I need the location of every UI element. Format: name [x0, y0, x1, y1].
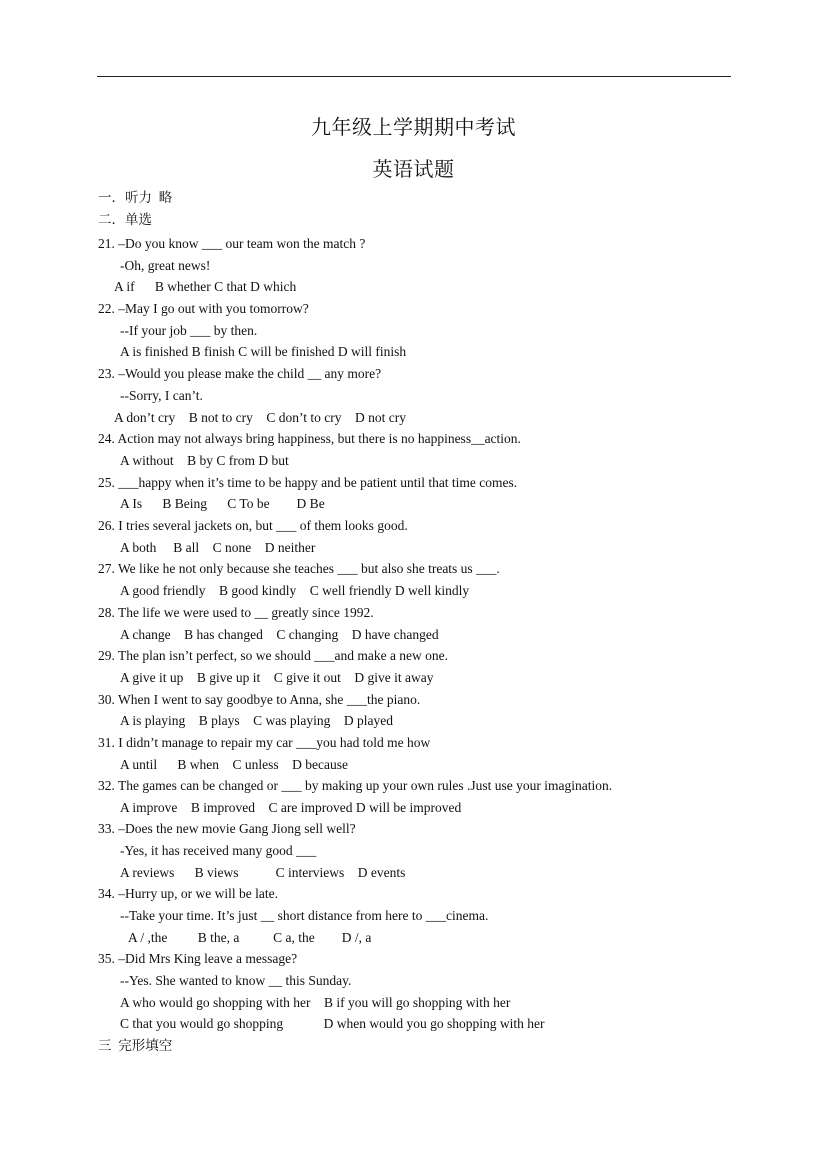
q35-reply: --Yes. She wanted to know __ this Sunday.: [120, 973, 352, 988]
q30-stem: 30. When I went to say goodbye to Anna, she ___the piano.: [98, 692, 421, 707]
q24-options: A without B by C from D but: [120, 453, 289, 468]
q26-stem: 26. I tries several jackets on, but ___ of them looks good.: [98, 518, 408, 533]
section-cloze: 三 完形填空: [98, 1038, 173, 1053]
q25-options: A Is B Being C To be D Be: [120, 496, 325, 511]
q26-options: A both B all C none D neither: [120, 540, 316, 555]
q29-stem: 29. The plan isn’t perfect, so we should ___and make a new one.: [98, 648, 449, 663]
q35-options-cd: C that you would go shopping D when would you go shopping with her: [120, 1016, 545, 1031]
q31-options: A until B when C unless D because: [120, 757, 348, 772]
q21-options: A if B whether C that D which: [114, 279, 297, 294]
header-rule: [97, 76, 731, 77]
exam-subtitle: 英语试题: [372, 159, 455, 181]
q33-options: A reviews B views C interviews D events: [120, 865, 406, 880]
q21-stem: 21. –Do you know ___ our team won the match ?: [98, 236, 366, 251]
q22-stem: 22. –May I go out with you tomorrow?: [98, 301, 309, 316]
q32-stem: 32. The games can be changed or ___ by making up your own rules .Just use your imagination.: [98, 778, 613, 793]
q27-stem: 27. We like he not only because she teaches ___ but also she treats us ___.: [98, 561, 500, 576]
section-listening: 一．听力 略: [98, 190, 173, 205]
q35-options-ab: A who would go shopping with her B if you will go shopping with her: [120, 995, 511, 1010]
q30-options: A is playing B plays C was playing D played: [120, 713, 393, 728]
q28-stem: 28. The life we were used to __ greatly since 1992.: [98, 605, 374, 620]
q28-options: A change B has changed C changing D have changed: [120, 627, 439, 642]
q35-stem: 35. –Did Mrs King leave a message?: [98, 951, 298, 966]
exam-title: 九年级上学期期中考试: [311, 117, 516, 139]
q34-reply: --Take your time. It’s just __ short distance from here to ___cinema.: [120, 908, 489, 923]
q24-stem: 24. Action may not always bring happiness, but there is no happiness__action.: [98, 431, 521, 446]
q33-stem: 33. –Does the new movie Gang Jiong sell well?: [98, 821, 356, 836]
q34-stem: 34. –Hurry up, or we will be late.: [98, 886, 278, 901]
q23-options: A don’t cry B not to cry C don’t to cry D not cry: [114, 410, 406, 425]
section-single-choice: 二．单选: [98, 212, 152, 227]
q22-reply: --If your job ___ by then.: [120, 323, 258, 338]
q23-stem: 23. –Would you please make the child __ any more?: [98, 366, 382, 381]
q22-options: A is finished B finish C will be finished D will finish: [120, 344, 407, 359]
q29-options: A give it up B give up it C give it out D give it away: [120, 670, 434, 685]
q34-options: A / ,the B the, a C a, the D /, a: [128, 930, 372, 945]
q31-stem: 31. I didn’t manage to repair my car ___you had told me how: [98, 735, 431, 750]
q25-stem: 25. ___happy when it’s time to be happy and be patient until that time comes.: [98, 475, 518, 490]
q32-options: A improve B improved C are improved D will be improved: [120, 800, 462, 815]
q23-reply: --Sorry, I can’t.: [120, 388, 203, 403]
q33-reply: -Yes, it has received many good ___: [120, 843, 317, 858]
q27-options: A good friendly B good kindly C well friendly D well kindly: [120, 583, 470, 598]
q21-reply: -Oh, great news!: [120, 258, 211, 273]
